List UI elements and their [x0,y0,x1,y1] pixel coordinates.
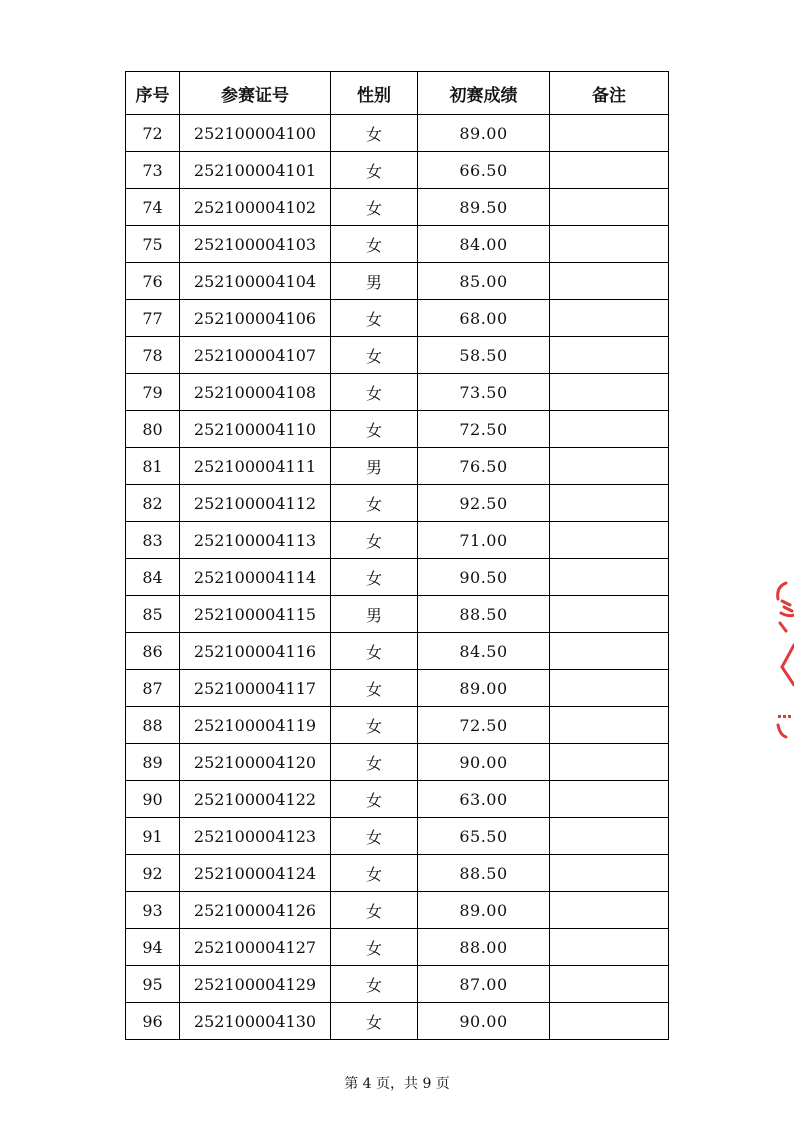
cell-seq: 74 [126,189,180,226]
table-row [126,559,669,596]
cell-score: 73.50 [418,374,550,411]
table-body [126,115,669,1040]
cell-seq: 96 [126,1003,180,1040]
cell-cert-no: 252100004119 [180,707,331,744]
cell-cert-no: 252100004113 [180,522,331,559]
cell-gender: 女 [331,115,418,152]
table-row [126,337,669,374]
cell-cert-no: 252100004115 [180,596,331,633]
cell-remark [550,152,669,189]
cell-cert-no: 252100004101 [180,152,331,189]
cell-score: 89.00 [418,115,550,152]
seal-stamp-icon [772,575,794,745]
cell-remark [550,522,669,559]
cell-score: 84.50 [418,633,550,670]
cell-cert-no: 252100004129 [180,966,331,1003]
cell-remark [550,115,669,152]
table-row [126,448,669,485]
cell-score: 72.50 [418,707,550,744]
cell-remark [550,707,669,744]
cell-gender: 男 [331,448,418,485]
table-row [126,522,669,559]
cell-cert-no: 252100004126 [180,892,331,929]
cell-seq: 90 [126,781,180,818]
cell-gender: 女 [331,1003,418,1040]
cell-score: 84.00 [418,226,550,263]
cell-gender: 女 [331,707,418,744]
cell-score: 71.00 [418,522,550,559]
table-row [126,744,669,781]
cell-seq: 87 [126,670,180,707]
table-row [126,263,669,300]
cell-cert-no: 252100004120 [180,744,331,781]
table-row [126,707,669,744]
cell-seq: 93 [126,892,180,929]
cell-seq: 95 [126,966,180,1003]
cell-score: 88.50 [418,855,550,892]
cell-score: 90.00 [418,744,550,781]
cell-remark [550,855,669,892]
cell-gender: 女 [331,559,418,596]
cell-seq: 83 [126,522,180,559]
cell-gender: 男 [331,263,418,300]
table-row [126,633,669,670]
cell-score: 87.00 [418,966,550,1003]
cell-seq: 91 [126,818,180,855]
cell-remark [550,374,669,411]
table-row [126,596,669,633]
results-table [125,71,669,1040]
cell-seq: 92 [126,855,180,892]
table-row [126,781,669,818]
cell-gender: 女 [331,744,418,781]
table-header-row [126,72,669,115]
table-row [126,485,669,522]
cell-gender: 女 [331,929,418,966]
cell-score: 89.00 [418,670,550,707]
cell-score: 85.00 [418,263,550,300]
cell-score: 66.50 [418,152,550,189]
cell-gender: 女 [331,189,418,226]
header-cert-no: 参赛证号 [180,72,331,115]
cell-remark [550,818,669,855]
cell-gender: 女 [331,485,418,522]
cell-score: 92.50 [418,485,550,522]
cell-remark [550,263,669,300]
cell-gender: 女 [331,818,418,855]
cell-remark [550,411,669,448]
cell-remark [550,1003,669,1040]
cell-cert-no: 252100004122 [180,781,331,818]
cell-cert-no: 252100004117 [180,670,331,707]
cell-cert-no: 252100004106 [180,300,331,337]
cell-seq: 73 [126,152,180,189]
cell-gender: 女 [331,152,418,189]
cell-gender: 女 [331,300,418,337]
cell-gender: 女 [331,522,418,559]
cell-gender: 女 [331,633,418,670]
cell-seq: 75 [126,226,180,263]
table-row [126,411,669,448]
cell-cert-no: 252100004107 [180,337,331,374]
cell-cert-no: 252100004104 [180,263,331,300]
cell-score: 63.00 [418,781,550,818]
cell-remark [550,929,669,966]
cell-gender: 女 [331,411,418,448]
cell-remark [550,596,669,633]
cell-remark [550,300,669,337]
cell-cert-no: 252100004127 [180,929,331,966]
cell-cert-no: 252100004102 [180,189,331,226]
cell-seq: 94 [126,929,180,966]
cell-gender: 女 [331,226,418,263]
table-row [126,818,669,855]
cell-gender: 女 [331,855,418,892]
cell-remark [550,966,669,1003]
cell-remark [550,744,669,781]
cell-seq: 77 [126,300,180,337]
table-row [126,189,669,226]
cell-score: 65.50 [418,818,550,855]
cell-seq: 85 [126,596,180,633]
cell-cert-no: 252100004112 [180,485,331,522]
cell-remark [550,485,669,522]
cell-seq: 88 [126,707,180,744]
cell-gender: 女 [331,892,418,929]
table-row [126,855,669,892]
table-row [126,929,669,966]
cell-remark [550,226,669,263]
cell-score: 89.00 [418,892,550,929]
cell-remark [550,559,669,596]
cell-remark [550,633,669,670]
cell-cert-no: 252100004116 [180,633,331,670]
cell-gender: 男 [331,596,418,633]
table-row [126,1003,669,1040]
cell-seq: 82 [126,485,180,522]
cell-gender: 女 [331,781,418,818]
cell-cert-no: 252100004111 [180,448,331,485]
cell-seq: 86 [126,633,180,670]
cell-cert-no: 252100004100 [180,115,331,152]
cell-seq: 81 [126,448,180,485]
cell-score: 89.50 [418,189,550,226]
cell-seq: 78 [126,337,180,374]
cell-seq: 76 [126,263,180,300]
cell-gender: 女 [331,337,418,374]
cell-gender: 女 [331,374,418,411]
table-row [126,966,669,1003]
cell-seq: 80 [126,411,180,448]
cell-cert-no: 252100004130 [180,1003,331,1040]
cell-seq: 89 [126,744,180,781]
cell-remark [550,781,669,818]
cell-score: 72.50 [418,411,550,448]
cell-score: 68.00 [418,300,550,337]
cell-cert-no: 252100004108 [180,374,331,411]
header-remark: 备注 [550,72,669,115]
cell-score: 90.00 [418,1003,550,1040]
cell-gender: 女 [331,966,418,1003]
header-score: 初赛成绩 [418,72,550,115]
table-row [126,300,669,337]
table-row [126,115,669,152]
table-row [126,152,669,189]
cell-score: 88.50 [418,596,550,633]
cell-score: 88.00 [418,929,550,966]
cell-cert-no: 252100004124 [180,855,331,892]
cell-remark [550,337,669,374]
cell-remark [550,448,669,485]
header-gender: 性别 [331,72,418,115]
cell-score: 76.50 [418,448,550,485]
cell-cert-no: 252100004103 [180,226,331,263]
page-footer: 第 4 页，共 9 页 [344,1076,450,1092]
cell-seq: 79 [126,374,180,411]
cell-gender: 女 [331,670,418,707]
cell-score: 58.50 [418,337,550,374]
cell-cert-no: 252100004110 [180,411,331,448]
cell-seq: 72 [126,115,180,152]
cell-remark [550,892,669,929]
table-row [126,374,669,411]
table-row [126,226,669,263]
cell-remark [550,670,669,707]
cell-cert-no: 252100004123 [180,818,331,855]
table-row [126,670,669,707]
cell-remark [550,189,669,226]
cell-score: 90.50 [418,559,550,596]
header-seq: 序号 [126,72,180,115]
cell-seq: 84 [126,559,180,596]
cell-cert-no: 252100004114 [180,559,331,596]
table-row [126,892,669,929]
